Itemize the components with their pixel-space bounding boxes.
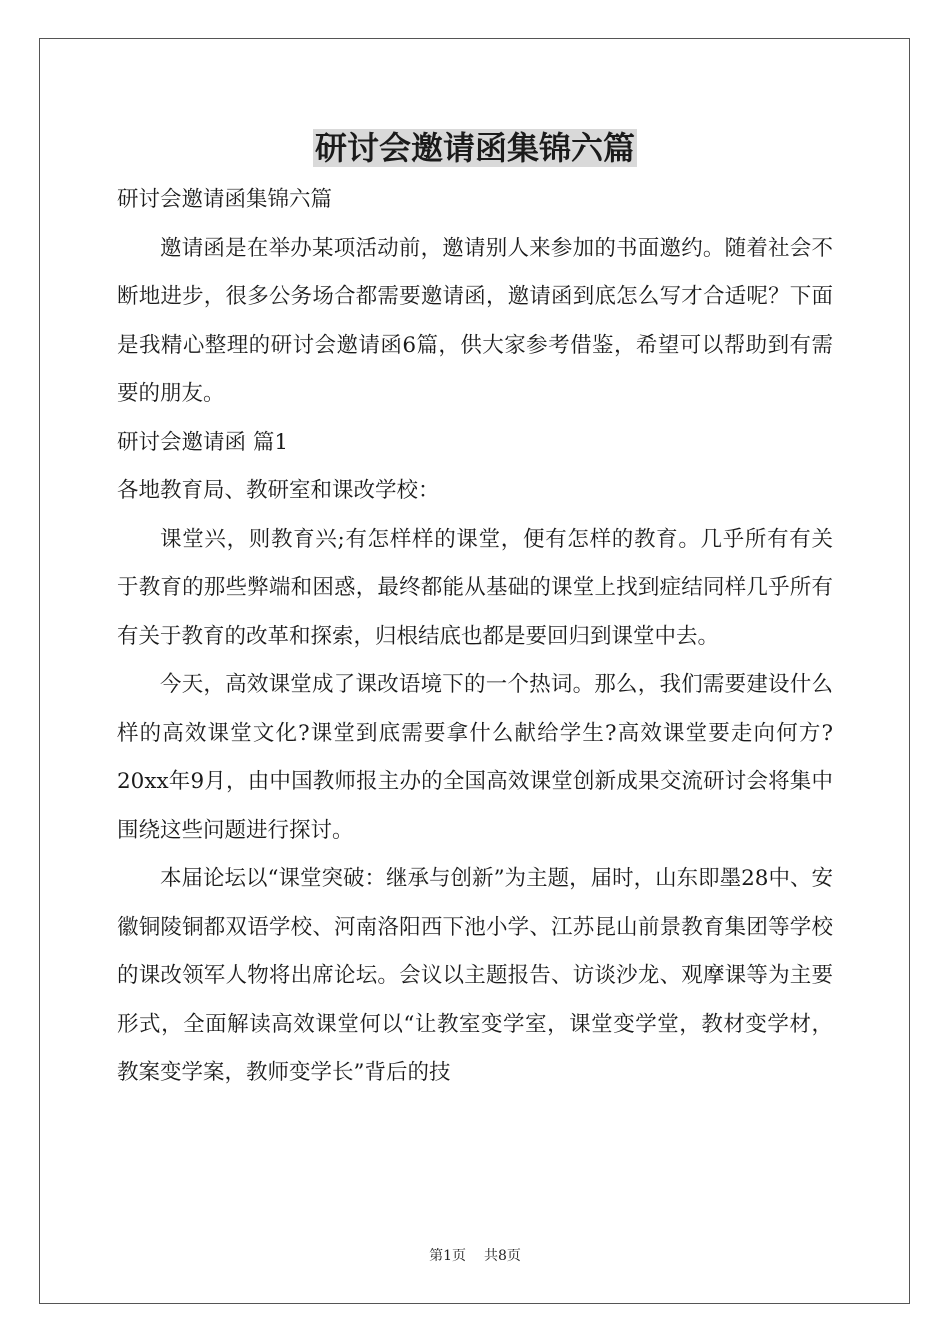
paragraph-intro: 邀请函是在举办某项活动前，邀请别人来参加的书面邀约。随着社会不断地进步，很多公务场合都需要邀请函，邀请函到底怎么写才合适呢？下面是我精心整理的研讨会邀请函6篇，供大家参考借鉴，希望可以帮助到有需要的朋友。 — [117, 235, 833, 406]
paragraph-section-heading: 研讨会邀请函 篇1 — [117, 429, 289, 455]
document-title-text: 研讨会邀请函集锦六篇 — [314, 129, 635, 167]
document-body — [117, 176, 833, 1098]
page-number: 第1页 — [429, 1248, 466, 1264]
paragraph-subtitle: 研讨会邀请函集锦六篇 — [117, 187, 333, 212]
page-footer — [0, 1245, 950, 1265]
paragraph-body-3: 本届论坛以“课堂突破：继承与创新”为主题，届时，山东即墨28中、安徽铜陵铜都双语学校、河南洛阳西下池小学、江苏昆山前景教育集团等学校的课改领军人物将出席论坛。会议以主题报告、访谈沙龙、观摩课等为主要形式，全面解读高效课堂何以“让教室变学室，课堂变学堂，教材变学材，教案变学案，教师变学长”背后的技 — [117, 866, 833, 1085]
document-title — [0, 126, 950, 170]
paragraph-body-1: 课堂兴，则教育兴;有怎样样的课堂，便有怎样的教育。几乎所有有关于教育的那些弊端和困惑，最终都能从基础的课堂上找到症结同样几乎所有有关于教育的改革和探索，归根结底也都是要回归到课堂中去。 — [117, 526, 833, 649]
paragraph-body-2: 今天，高效课堂成了课改语境下的一个热词。那么，我们需要建设什么样的高效课堂文化?课堂到底需要拿什么献给学生?高效课堂要走向何方?20xx年9月，由中国教师报主办的全国高效课堂创新成果交流研讨会将集中围绕这些问题进行探讨。 — [117, 672, 833, 843]
page-total: 共8页 — [484, 1248, 521, 1264]
paragraph-salutation: 各地教育局、教研室和课改学校： — [117, 478, 440, 503]
